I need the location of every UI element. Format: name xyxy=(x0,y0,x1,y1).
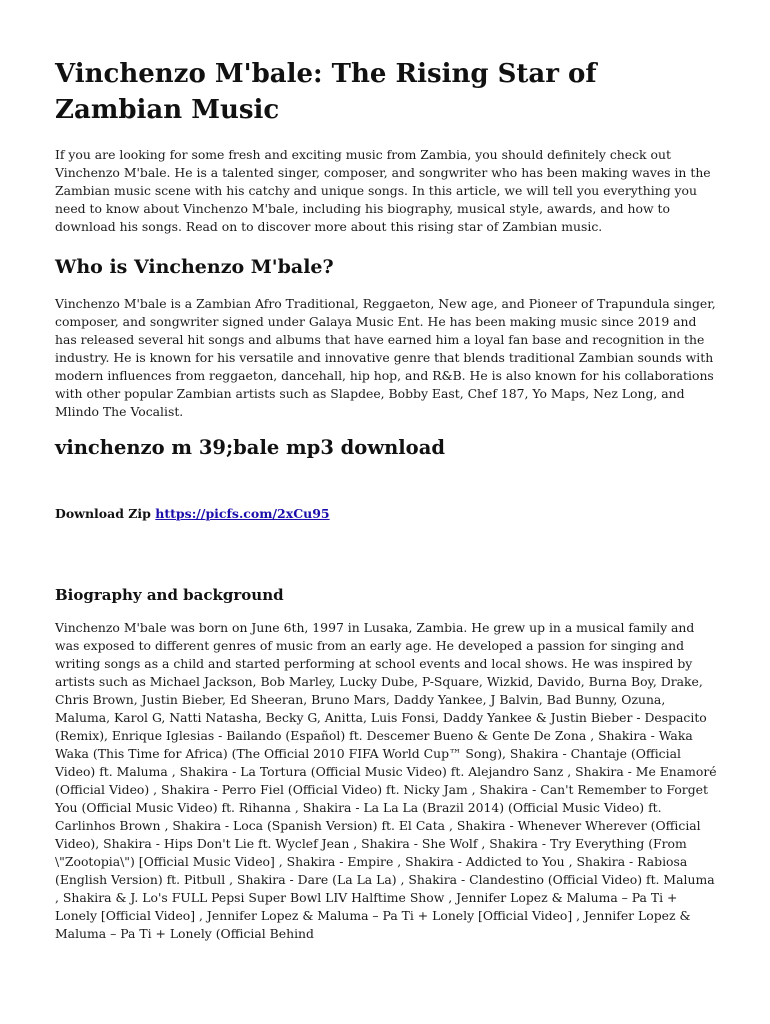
heading-biography: Biography and background xyxy=(55,586,284,604)
article xyxy=(55,56,717,943)
article-title: Vinchenzo M'bale: The Rising Star of Zambian Music xyxy=(55,59,597,125)
download-label: Download Zip xyxy=(55,506,151,521)
download-line xyxy=(55,505,717,523)
intro-paragraph: If you are looking for some fresh and exciting music from Zambia, you should definitely check out Vinchenzo M'bale. He is a talented singer, composer, and songwriter who has been making waves in the Zambian music scene with his catchy and unique songs. In this article, we will tell you everything you need to know about Vinchenzo M'bale, including his biography, musical style, awards, and how to download his songs. Read on to discover more about this rising star of Zambian music. xyxy=(55,147,711,234)
biography-paragraph: Vinchenzo M'bale was born on June 6th, 1997 in Lusaka, Zambia. He grew up in a musical family and was exposed to different genres of music from an early age. He developed a passion for singing and writing songs as a child and started performing at school events and local shows. He was inspired by artists such as Michael Jackson, Bob Marley, Lucky Dube, P-Square, Wizkid, Davido, Burna Boy, Drake, Chris Brown, Justin Bieber, Ed Sheeran, Bruno Mars, Daddy Yankee, J Balvin, Bad Bunny, Ozuna, Maluma, Karol G, Natti Natasha, Becky G, Anitta, Luis Fonsi, Daddy Yankee & Justin Bieber - Despacito (Remix), Enrique Iglesias - Bailando (Español) ft. Descemer Bueno & Gente De Zona , Shakira - Waka Waka (This Time for Africa) (The Official 2010 FIFA World Cup™ Song), Shakira - Chantaje (Official Video) ft. Maluma , Shakira - La Tortura (Official Music Video) ft. Alejandro Sanz , Shakira - Me Enamoré (Official Video) , Shakira - Perro Fiel (Official Video) ft. Nicky Jam , Shakira - Can't Remember to Forget You (Official Music Video) ft. Rihanna , Shakira - La La La (Brazil 2014) (Official Music Video) ft. Carlinhos Brown , Shakira - Loca (Spanish Version) ft. El Cata , Shakira - Whenever Wherever (Official Video), Shakira - Hips Don't Lie ft. Wyclef Jean , Shakira - She Wolf , Shakira - Try Everything (From \"Zootopia\") [Official Music Video] , Shakira - Empire , Shakira - Addicted to You , Shakira - Rabiosa (English Version) ft. Pitbull , Shakira - Dare (La La La) , Shakira - Clandestino (Official Video) ft. Maluma , Shakira & J. Lo's FULL Pepsi Super Bowl LIV Halftime Show , Jennifer Lopez & Maluma – Pa Ti + Lonely [Official Video] , Jennifer Lopez & Maluma – Pa Ti + Lonely [Official Video] , Jennifer Lopez & Maluma – Pa Ti + Lonely (Official Behind xyxy=(55,620,717,941)
download-link[interactable]: https://picfs.com/2xCu95 xyxy=(155,506,330,521)
who-is-paragraph: Vinchenzo M'bale is a Zambian Afro Traditional, Reggaeton, New age, and Pioneer of Trapundula singer, composer, and songwriter signed under Galaya Music Ent. He has been making music since 2019 and has released several hit songs and albums that have earned him a loyal fan base and recognition in the industry. He is known for his versatile and innovative genre that blends traditional Zambian sounds with modern influences from reggaeton, dancehall, hip hop, and R&B. He is also known for his collaborations with other popular Zambian artists such as Slapdee, Bobby East, Chef 187, Yo Maps, Nez Long, and Mlindo The Vocalist. xyxy=(55,296,716,419)
heading-mp3-download: vinchenzo m 39;bale mp3 download xyxy=(55,436,445,459)
heading-who-is: Who is Vinchenzo M'bale? xyxy=(55,256,334,278)
